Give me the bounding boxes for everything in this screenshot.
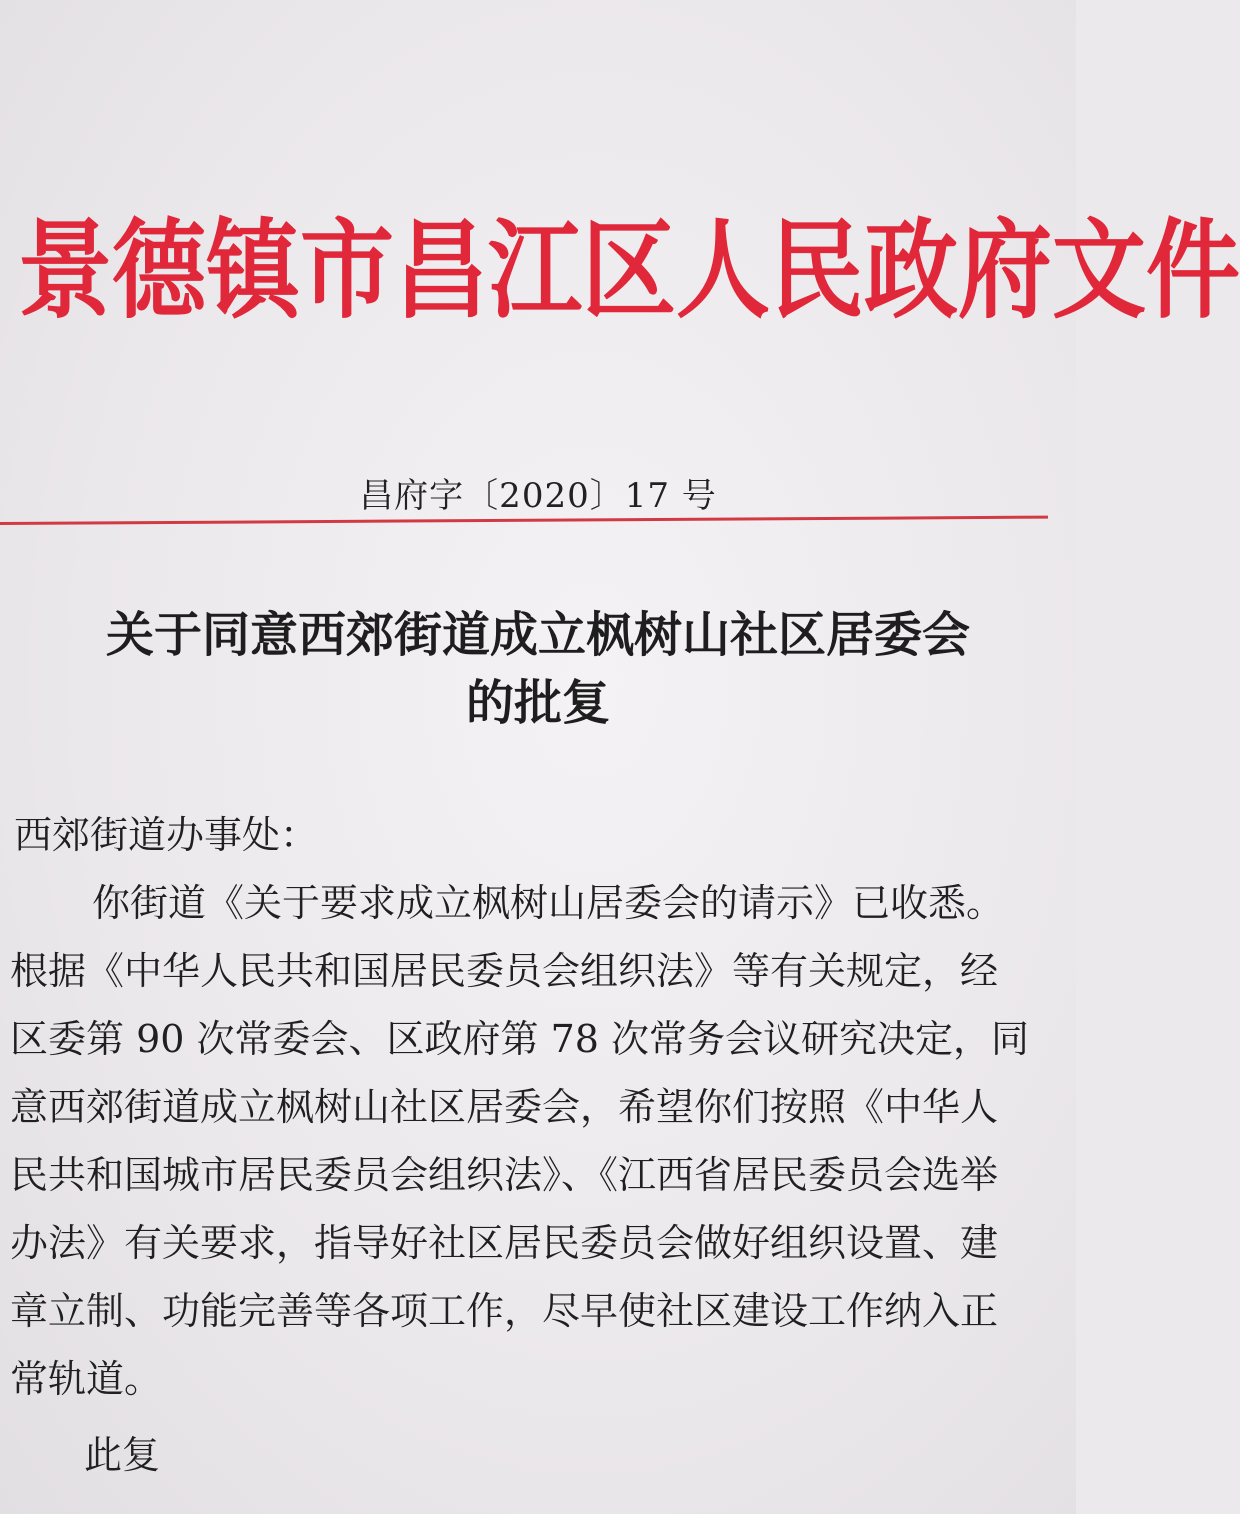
- subject-title-line-2: 的批复: [465, 675, 610, 731]
- body-line: 常轨道。: [10, 1357, 163, 1401]
- document-number: 昌府字〔2020〕17 号: [359, 476, 717, 516]
- recipient: 西郊街道办事处：: [14, 813, 319, 857]
- red-divider-line: [0, 516, 1048, 525]
- body-line: 区委第 90 次常委会、区政府第 78 次常务会议研究决定，同: [10, 1017, 1030, 1061]
- body-line: 你街道《关于要求成立枫树山居委会的请示》已收悉。: [92, 881, 1005, 925]
- closing-text: 此复: [84, 1433, 161, 1477]
- header-title: 景德镇市昌江区人民政府文件: [18, 208, 1240, 334]
- body-line: 民共和国城市居民委员会组织法》、《江西省居民委员会选举: [10, 1153, 999, 1197]
- body-line: 章立制、功能完善等各项工作，尽早使社区建设工作纳入正: [10, 1289, 999, 1333]
- body-line: 办法》有关要求，指导好社区居民委员会做好组织设置、建: [10, 1221, 999, 1265]
- body-line: 意西郊街道成立枫树山社区居委会，希望你们按照《中华人: [10, 1085, 999, 1129]
- subject-title-line-1: 关于同意西郊街道成立枫树山社区居委会: [105, 607, 970, 663]
- body-line: 根据《中华人民共和国居民委员会组织法》等有关规定，经: [10, 949, 999, 993]
